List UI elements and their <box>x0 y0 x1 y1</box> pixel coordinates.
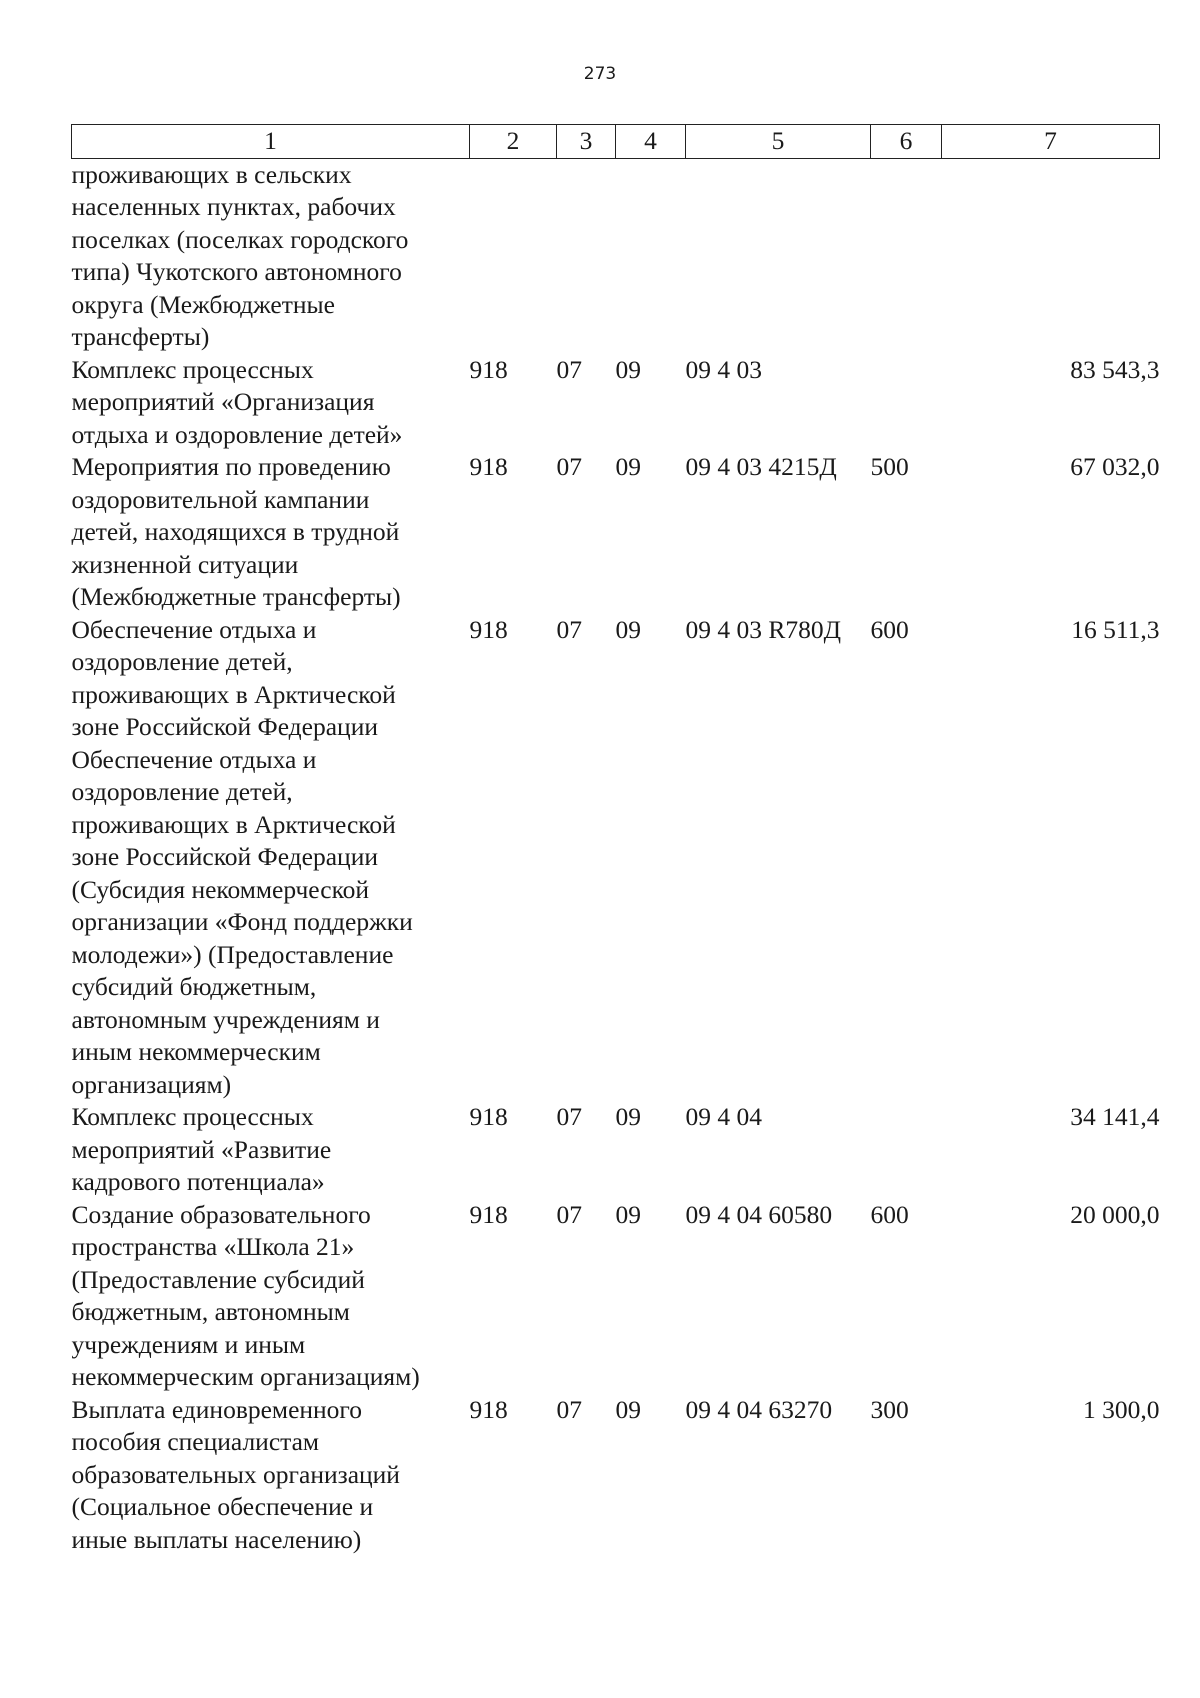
row-name: Обеспечение отдыха и оздоровление детей, проживающих в Арктической зоне Российской Федерации Обеспечение отдыха и оздоровление детей, проживающих в Арктической зоне Российской Федерации (Субсидия некоммерческой организации «Фонд поддержки молодежи») (Предоставление субсидий бюджетным, автономным учреждениям и иным некоммерческим организациям) <box>71 614 413 1099</box>
row-amount: 20 000,0 <box>1070 1199 1160 1229</box>
row-grbs: 918 <box>469 452 508 481</box>
row-amount: 34 141,4 <box>1070 1102 1160 1131</box>
header-row <box>72 125 1160 159</box>
row-expense-type <box>871 1101 942 1199</box>
row-section: 07 <box>556 1102 582 1131</box>
row-name: Создание образовательного пространства «Школа 21» (Предоставление субсидий бюджетным, автономным учреждениям и иным некоммерческим организациям) <box>71 1199 420 1391</box>
page-number: 273 <box>583 64 617 84</box>
row-amount: 83 543,3 <box>1070 354 1160 384</box>
row-subsection: 09 <box>615 354 641 384</box>
row-expense-type <box>871 158 942 354</box>
row-target-code <box>686 158 871 354</box>
row-name: проживающих в сельских населенных пунктах, рабочих поселках (поселках городского типа) Чукотского автономного округа (Межбюджетные трансферты) <box>71 159 409 351</box>
row-section <box>557 158 616 354</box>
row-expense-type: 600 <box>870 614 909 644</box>
row-grbs: 918 <box>469 1199 508 1229</box>
row-section: 07 <box>556 452 582 481</box>
table-row <box>72 451 1160 614</box>
row-target-code: 09 4 03 <box>685 354 762 384</box>
row-target-code: 09 4 04 63270 <box>685 1394 833 1424</box>
row-amount <box>942 158 1160 354</box>
row-grbs <box>470 158 557 354</box>
row-expense-type: 500 <box>870 452 909 481</box>
row-subsection <box>616 158 686 354</box>
row-expense-type: 600 <box>870 1199 909 1229</box>
row-target-code: 09 4 04 60580 <box>685 1199 833 1229</box>
table-row <box>72 354 1160 452</box>
table-header <box>72 125 1160 159</box>
table-row <box>72 158 1160 354</box>
row-subsection: 09 <box>615 1199 641 1229</box>
row-subsection: 09 <box>615 1394 641 1424</box>
row-target-code: 09 4 03 4215Д <box>685 452 837 481</box>
row-name: Мероприятия по проведению оздоровительной кампании детей, находящихся в трудной жизненной ситуации (Межбюджетные трансферты) <box>71 452 401 611</box>
row-grbs: 918 <box>469 354 508 384</box>
row-section: 07 <box>556 1394 582 1424</box>
table-row <box>72 614 1160 1102</box>
row-grbs: 918 <box>469 614 508 644</box>
row-amount: 1 300,0 <box>1083 1394 1160 1424</box>
row-subsection: 09 <box>615 452 641 481</box>
row-section: 07 <box>556 1199 582 1229</box>
row-target-code: 09 4 04 <box>685 1102 762 1131</box>
row-target-code: 09 4 03 R780Д <box>685 614 842 644</box>
column-header-4: 4 <box>616 125 686 159</box>
column-header-3: 3 <box>557 125 616 159</box>
row-amount: 16 511,3 <box>1071 614 1160 644</box>
row-expense-type <box>871 354 942 452</box>
column-header-5: 5 <box>686 125 871 159</box>
column-header-1: 1 <box>72 125 470 159</box>
table-body <box>72 158 1160 1556</box>
row-name: Комплекс процессных мероприятий «Развитие кадрового потенциала» <box>71 1102 332 1196</box>
column-header-6: 6 <box>871 125 942 159</box>
row-name: Выплата единовременного пособия специалистам образовательных организаций (Социальное обеспечение и иные выплаты населению) <box>71 1394 400 1554</box>
row-amount: 67 032,0 <box>1070 452 1160 481</box>
row-subsection: 09 <box>615 614 641 644</box>
row-section: 07 <box>556 614 582 644</box>
row-subsection: 09 <box>615 1102 641 1131</box>
table-row <box>72 1101 1160 1199</box>
budget-table <box>71 124 1160 1556</box>
row-section: 07 <box>556 354 582 384</box>
table-row <box>72 1199 1160 1394</box>
row-expense-type: 300 <box>870 1394 909 1424</box>
row-name: Комплекс процессных мероприятий «Организация отдыха и оздоровление детей» <box>71 354 403 449</box>
row-grbs: 918 <box>469 1102 508 1131</box>
column-header-2: 2 <box>470 125 557 159</box>
row-grbs: 918 <box>469 1394 508 1424</box>
table-row <box>72 1394 1160 1557</box>
column-header-7: 7 <box>942 125 1160 159</box>
